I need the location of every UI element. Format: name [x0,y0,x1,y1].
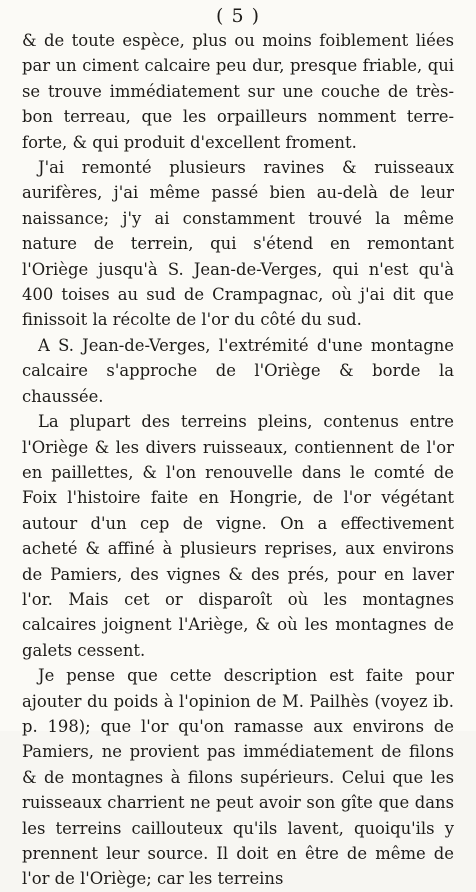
paragraph-2: J'ai remonté plusieurs ravines & ruisseaux aurifères, j'ai même passé bien au-delà de leur naissance; j'y ai constamment trouvé la même nature de terrein, qui s'étend en remontant l'Oriège jusqu'à S. Jean-de-Verges, qui n'est qu'à 400 toises au sud de Crampagnac, où j'ai dit que finissoit la récolte de l'or du côté du sud. [22,158,454,330]
paragraph-3: A S. Jean-de-Verges, l'extrémité d'une montagne calcaire s'approche de l'Oriège & borde la chaussée. [22,335,454,406]
paragraph-1: & de toute espèce, plus ou moins foiblement liées par un ciment calcaire peu dur, presque friable, qui se trouve immédiatement sur une couche de très-bon terreau, que les orpailleurs nomment terre-forte, & qui produit d'excellent froment. [22,31,454,152]
page-number: ( 5 ) [216,5,260,27]
paragraph-4: La plupart des terreins pleins, contenus entre l'Oriège & les divers ruisseaux, contiennent de l'or en paillettes, & l'on renouvelle dans le comté de Foix l'histoire faite en Hongrie, de l'or végétant autour d'un cep de vigne. On a effectivement acheté & affiné à plusieurs reprises, aux environs de Pamiers, des vignes & des prés, pour en laver l'or. Mais cet or disparoît où les montagnes calcaires joignent l'Ariège, & où les montagnes de galets cessent. [22,412,454,660]
page-body [22,28,454,892]
paragraph-5: Je pense que cette description est faite pour ajouter du poids à l'opinion de M. Pailhès (voyez ib. p. 198); que l'or qu'on ramasse aux environs de Pamiers, ne provient pas immédiatement de filons & de montagnes à filons supérieurs. Celui que les ruisseaux charrient ne peut avoir son gîte que dans les terreins caillouteux qu'ils lavent, quoiqu'ils y prennent leur source. Il doit en être de même de l'or de l'Oriège; car les terreins [22,666,454,889]
